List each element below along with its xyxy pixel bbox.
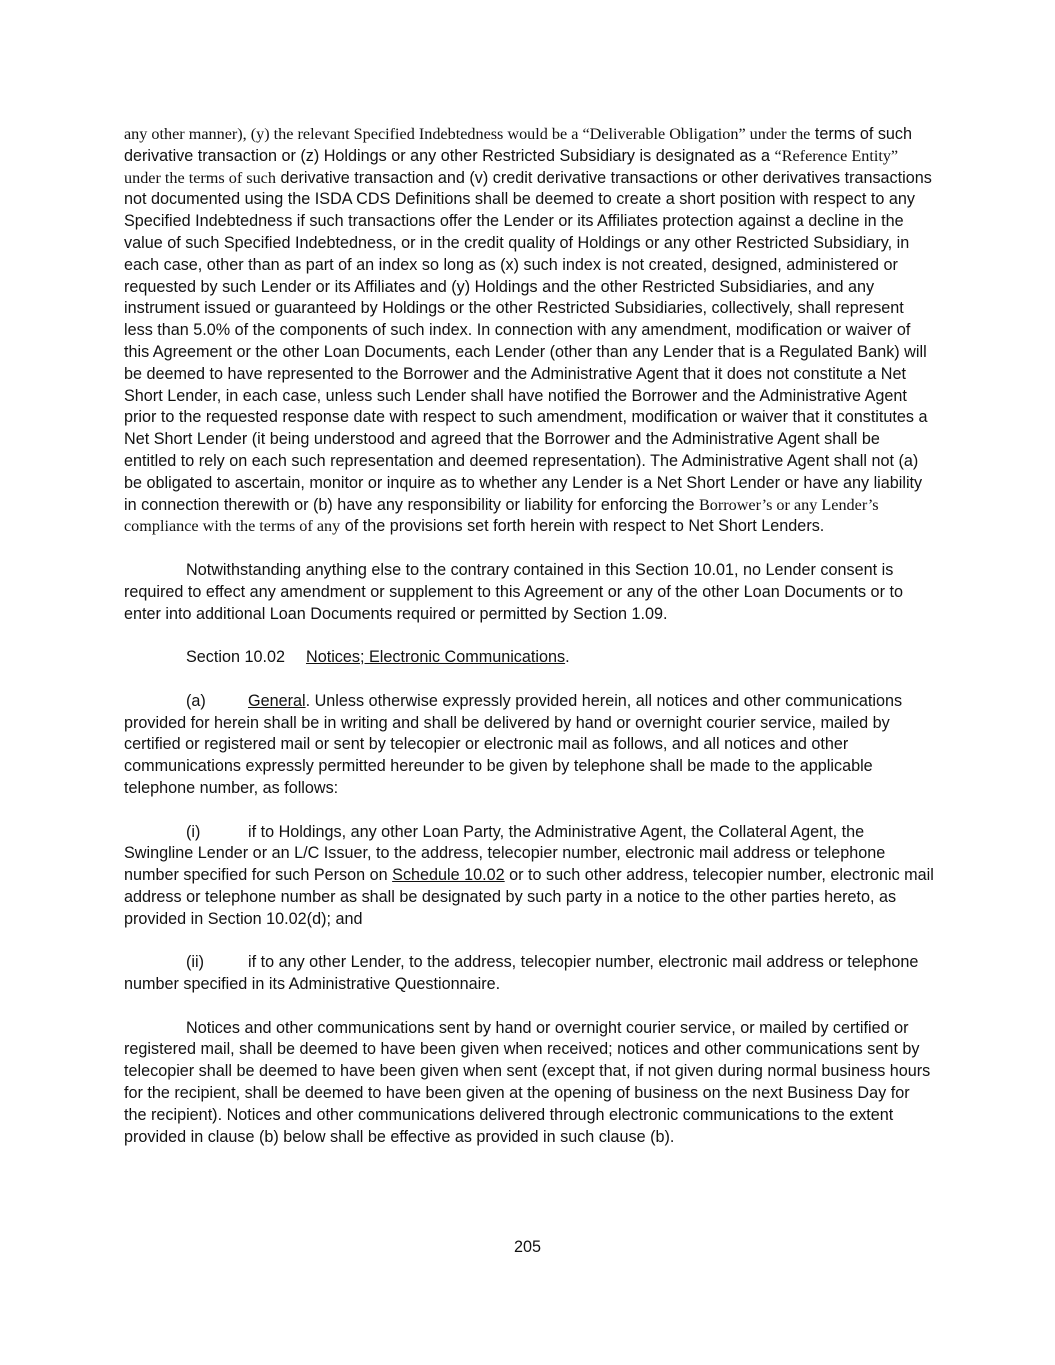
section-heading (124, 647, 934, 669)
section-title: Notices; Electronic Communications (306, 648, 566, 667)
clause-i-label: (i) (186, 822, 201, 841)
text-run-serif-lead: any other manner), (y) the relevant Specified Indebtedness would be a “Deliverable Obligation” under the (124, 125, 811, 143)
section-title-end: . (565, 648, 570, 667)
paragraph-net-short-lender (124, 124, 934, 538)
clause-i (124, 822, 934, 931)
clause-ii-label: (ii) (186, 953, 204, 972)
clause-a-title: General (248, 691, 306, 710)
schedule-10-02-link: Schedule 10.02 (392, 866, 505, 885)
clause-a-text: . Unless otherwise expressly provided herein, all notices and other communications provided for herein shall be in writing and shall be delivered by hand or overnight courier service, mailed by certified or registered mail or sent by telecopier or electronic mail as follows, and all notices and other communications expressly permitted hereunder to be given by telephone shall be made to the applicable telephone number, as follows: (124, 691, 903, 797)
text-run-serif-mid: “Reference Entity” under the terms of such (124, 146, 899, 187)
clause-i-text-after: or to such other address, telecopier number, electronic mail address or telephone number as shall be designated by such party in a notice to the other parties hereto, as provided in Section 10.02(d); and (124, 866, 934, 928)
page-number: 205 (513, 1238, 541, 1256)
clause-ii-text: if to any other Lender, to the address, telecopier number, electronic mail address or telephone number specified in its Administrative Questionnaire. (124, 953, 919, 994)
document-page (124, 124, 934, 1170)
text-run-b: derivative transaction and (v) credit derivative transactions or other derivatives transactions not documented using the ISDA CDS Definitions shall be deemed to create a short position with respect to any Specified Indebtedness if such transactions offer the Lender or its Affiliates protection against a decline in the value of such Specified Indebtedness, or in the credit quality of Holdings or any other Restricted Subsidiary, in each case, other than as part of an index so long as (x) such index is not created, designed, administered or requested by such Lender or its Affiliates and (y) Holdings and the other Restricted Subsidiaries, and any instrument issued or guaranteed by Holdings or the other Restricted Subsidiaries, collectively, shall represent less than 5.0% of the components of such index. In connection with any amendment, modification or waiver of this Agreement or the other Loan Documents, each Lender (other than any Lender that is a Regulated Bank) will be deemed to have represented to the Borrower and the Administrative Agent that it does not constitute a Net Short Lender, in each case, unless such Lender shall have notified the Borrower and the Administrative Agent prior to the requested response date with respect to such amendment, modification or waiver that it constitutes a Net Short Lender (it being understood and agreed that the Borrower and the Administrative Agent shall be entitled to rely on each such representation and deemed representation). The Administrative Agent shall not (a) be obligated to ascertain, monitor or inquire as to whether any Lender is a Net Short Lender or have any liability in connection therewith or (b) have any responsibility or liability for enforcing the (124, 168, 932, 514)
paragraph-notices-effective: Notices and other communications sent by hand or overnight courier service, or mailed by certified or registered mail, shall be deemed to have been given when received; notices and other communications sent by telecopier shall be deemed to have been given when sent (except that, if not given during normal business hours for the recipient, shall be deemed to have been given at the opening of business on the next Business Day for the recipient). Notices and other communications delivered through electronic communications to the extent provided in clause (b) below shall be effective as provided in such clause (b). (124, 1018, 931, 1146)
clause-ii (124, 952, 934, 996)
paragraph-notwithstanding: Notwithstanding anything else to the contrary contained in this Section 10.01, no Lender consent is required to effect any amendment or supplement to this Agreement or any of the other Loan Documents or to enter into additional Loan Documents required or permitted by Section 1.09. (124, 560, 903, 623)
text-run-serif-tail: Borrower’s or any Lender’s compliance with the terms of any (124, 495, 879, 536)
clause-a-general (124, 691, 934, 800)
clause-i-text-before: if to Holdings, any other Loan Party, the Administrative Agent, the Collateral Agent, the Swingline Lender or an L/C Issuer, to the address, telecopier number, electronic mail address or telephone number specified for such Person on (124, 822, 886, 885)
text-run-a: terms of such derivative transaction or (z) Holdings or any other Restricted Subsidiary is designated as a (124, 125, 913, 165)
text-run-c: of the provisions set forth herein with respect to Net Short Lenders. (340, 517, 825, 536)
clause-a-label: (a) (186, 691, 206, 710)
section-number: Section 10.02 (186, 648, 285, 667)
